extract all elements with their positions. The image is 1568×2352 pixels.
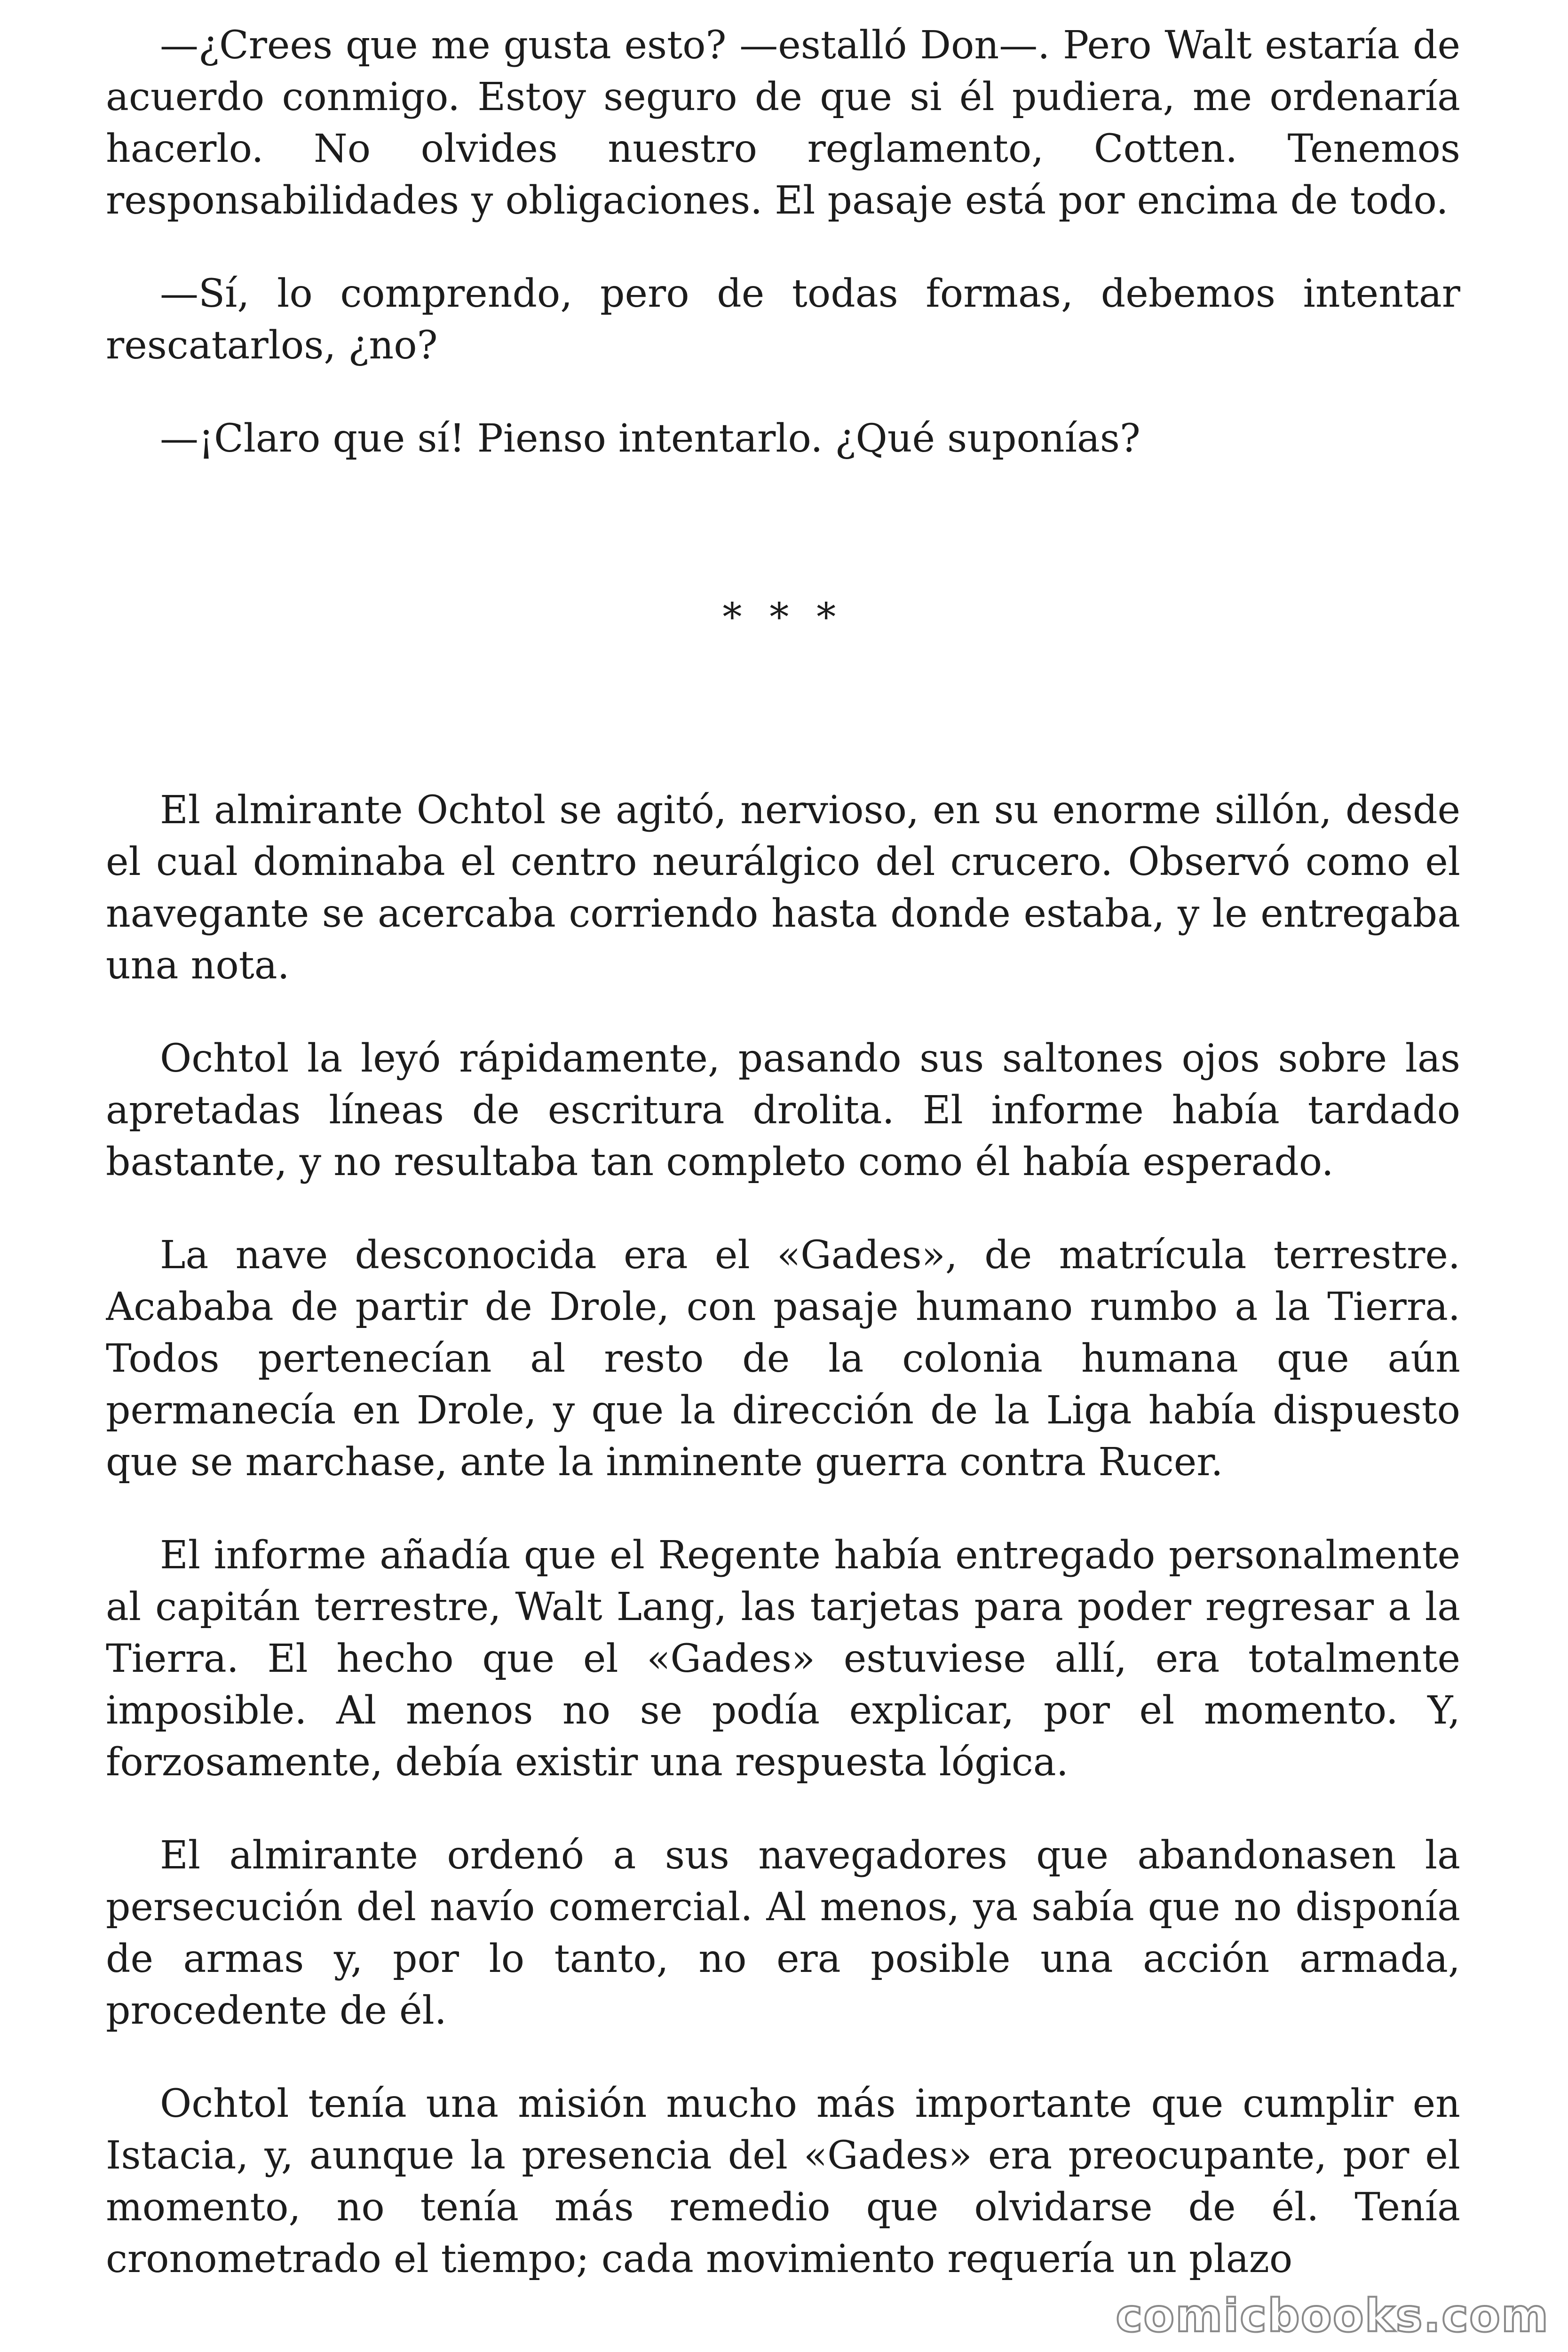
book-page (106, 9, 1460, 2343)
paragraph: Ochtol tenía una misión mucho más importante que cumplir en Istacia, y, aunque la presencia del «Gades» era preocupante, por el momento, no tenía más remedio que olvidarse de él. Tenía cronometrado el tiempo; cada movimiento requería un plazo (106, 2082, 1460, 2281)
paragraph: El almirante Ochtol se agitó, nervioso, en su enorme sillón, desde el cual dominaba el centro neurálgico del crucero. Observó como el navegante se acercaba corriendo hasta donde estaba, y le entregaba una nota. (106, 788, 1460, 988)
scene-break: * * * (722, 595, 844, 640)
paragraph: —¡Claro que sí! Pienso intentarlo. ¿Qué suponías? (160, 416, 1140, 461)
paragraph: —¿Crees que me gusta esto? —estalló Don—. Pero Walt estaría de acuerdo conmigo. Estoy seguro de que si él pudiera, me ordenaría hacerlo. No olvides nuestro reglamento, Cotten. Tenemos responsabilidades y obligaciones. El pasaje está por encima de todo. (106, 23, 1460, 223)
paragraph: La nave desconocida era el «Gades», de matrícula terrestre. Acababa de partir de Drole, con pasaje humano rumbo a la Tierra. Todos pertenecían al resto de la colonia humana que aún permanecía en Drole, y que la dirección de la Liga había dispuesto que se marchase, ante la inminente guerra contra Rucer. (106, 1233, 1460, 1485)
watermark: comicbooks.com (1116, 2289, 1549, 2342)
paragraph: —Sí, lo comprendo, pero de todas formas, debemos intentar rescatarlos, ¿no? (106, 271, 1460, 368)
text-block-after-break (106, 785, 1460, 2285)
text-block-before-break (106, 20, 1460, 465)
paragraph: El informe añadía que el Regente había entregado personalmente al capitán terrestre, Walt Lang, las tarjetas para poder regresar a la Tierra. El hecho que el «Gades» estuviese allí, era totalmente imposible. Al menos no se podía explicar, por el momento. Y, forzosamente, debía existir una respuesta lógica. (106, 1533, 1460, 1785)
paragraph: El almirante ordenó a sus navegadores que abandonasen la persecución del navío comercial. Al menos, ya sabía que no disponía de armas y, por lo tanto, no era posible una acción armada, procedente de él. (106, 1833, 1460, 2033)
paragraph: Ochtol la leyó rápidamente, pasando sus saltones ojos sobre las apretadas líneas de escritura drolita. El informe había tardado bastante, y no resultaba tan completo como él había esperado. (106, 1036, 1460, 1184)
